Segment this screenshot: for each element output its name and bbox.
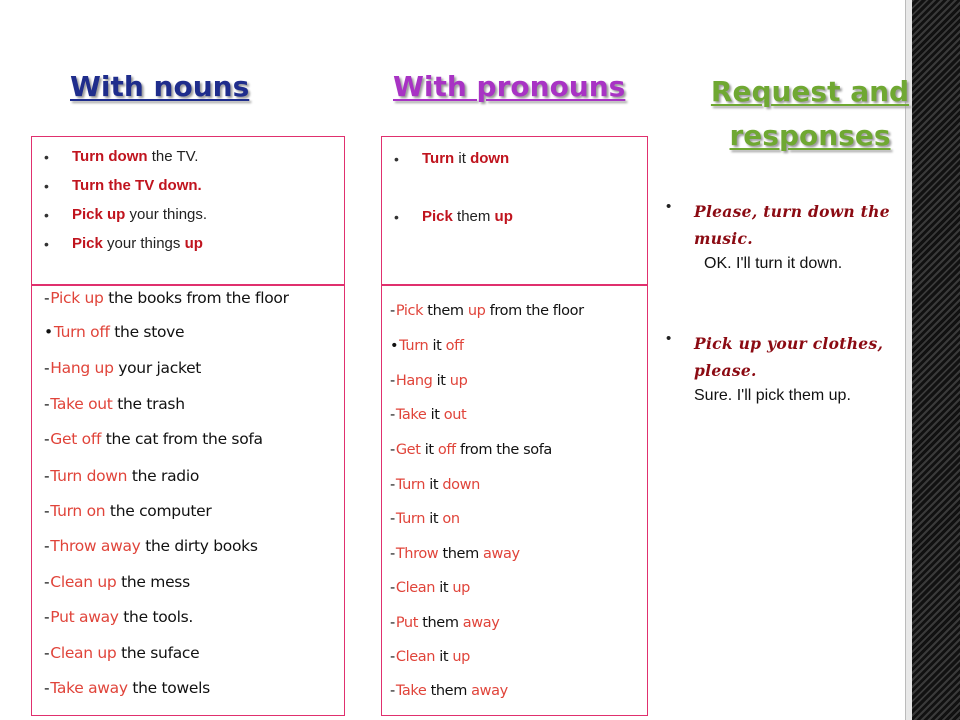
list-item: -Take away the towels <box>44 679 210 697</box>
request-item <box>694 198 914 276</box>
heading-with-pronouns: With pronouns <box>393 70 626 103</box>
list-item: •Turn off the stove <box>44 323 185 341</box>
list-item: -Clean up the mess <box>44 573 190 591</box>
list-item: -Turn it on <box>390 511 460 527</box>
list-item: -Get it off from the sofa <box>390 442 552 458</box>
list-item: -Turn down the radio <box>44 467 200 485</box>
pronouns-phrasal-list <box>381 284 648 716</box>
response-text: OK. I'll turn it down. <box>704 255 843 272</box>
list-item: -Turn on the computer <box>44 502 212 520</box>
list-item: -Pick them up from the floor <box>390 303 584 319</box>
pronouns-examples-box <box>381 136 648 286</box>
list-item: -Hang up your jacket <box>44 359 202 377</box>
nouns-example-item: • Turn down the TV. <box>72 147 207 176</box>
request-text: • Pick up your clothes, please. <box>694 334 884 380</box>
list-item: -Take it out <box>390 407 467 423</box>
list-item: •Turn it off <box>390 338 464 354</box>
nouns-example-item: • Pick your things up <box>72 234 207 263</box>
heading-request-and-responses: Request and responses <box>710 75 910 152</box>
list-item: -Take out the trash <box>44 395 185 413</box>
response-text: Sure. I'll pick them up. <box>694 387 851 404</box>
list-item: -Throw away the dirty books <box>44 537 258 555</box>
list-item: -Clean it up <box>390 580 470 596</box>
list-item: -Hang it up <box>390 373 468 389</box>
list-item: -Clean it up <box>390 649 470 665</box>
nouns-example-item: • Pick up your things. <box>72 205 207 234</box>
list-item: -Clean up the suface <box>44 644 200 662</box>
nouns-phrasal-list <box>31 284 345 716</box>
requests-list <box>664 198 914 408</box>
list-item: -Take them away <box>390 683 508 699</box>
list-item: -Pick up the books from the floor <box>44 289 289 307</box>
list-item: -Throw them away <box>390 546 520 562</box>
pronouns-example-item: • Turn it down <box>422 149 513 207</box>
heading-with-nouns: With nouns <box>70 70 250 103</box>
list-item: -Put them away <box>390 615 500 631</box>
nouns-examples-box <box>31 136 345 286</box>
nouns-example-item: • Turn the TV down. <box>72 176 207 205</box>
request-item <box>694 330 914 408</box>
pronouns-example-item: • Pick them up <box>422 207 513 265</box>
list-item: -Get off the cat from the sofa <box>44 430 263 448</box>
list-item: -Put away the tools. <box>44 608 194 626</box>
request-text: • Please, turn down the music. <box>694 202 890 248</box>
list-item: -Turn it down <box>390 477 480 493</box>
